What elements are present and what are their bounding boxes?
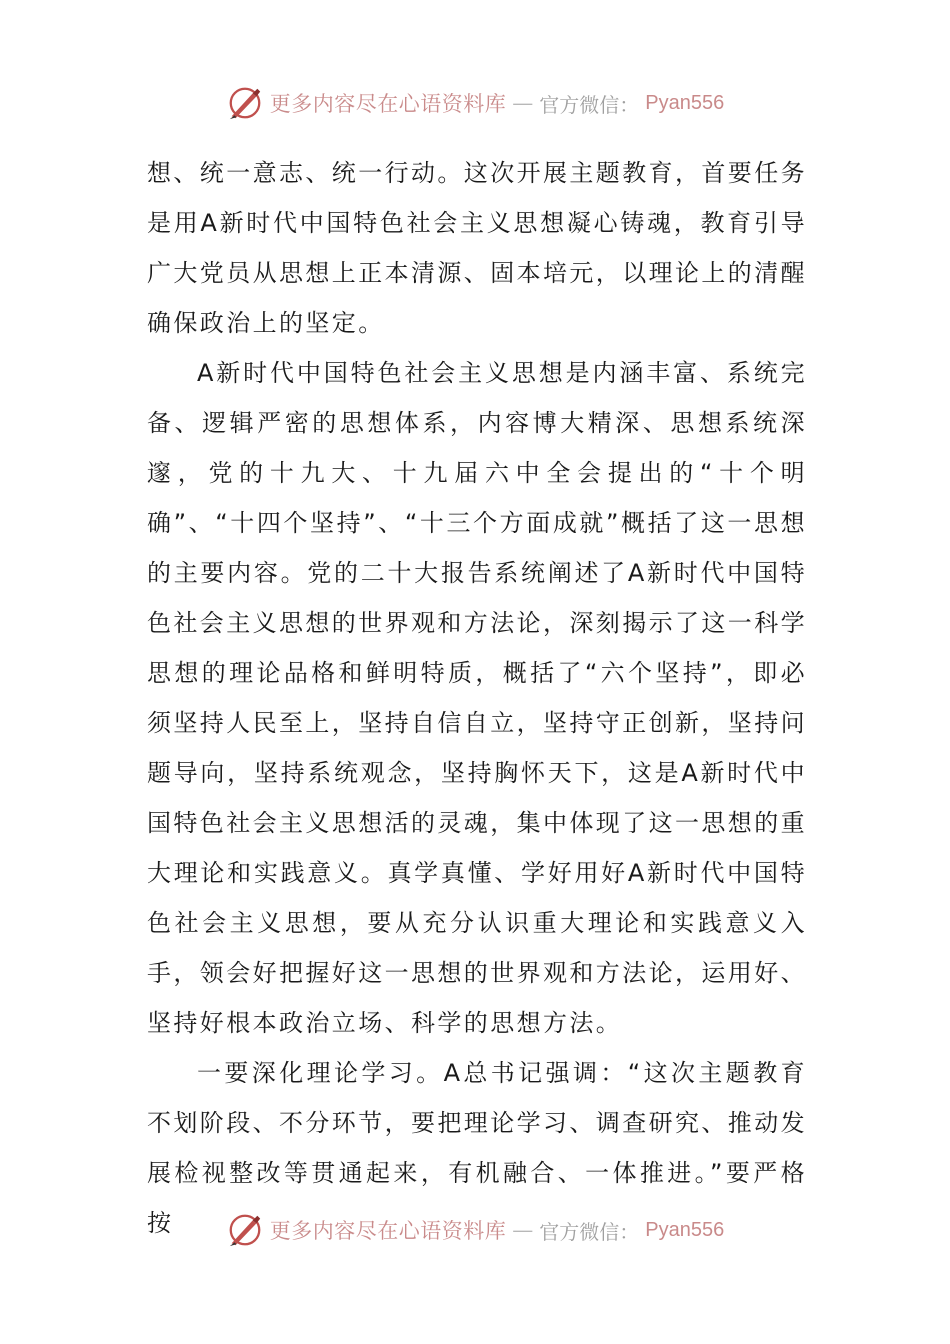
- watermark-brand: 更多内容尽在心语资料库: [269, 1219, 507, 1243]
- watermark-dash: —: [512, 1218, 534, 1242]
- pen-logo-icon: [226, 84, 264, 122]
- paragraph-3: 一要深化理论学习。A总书记强调：“这次主题教育不划阶段、不分环节，要把理论学习、调查研究、推动发展检视整改等贯通起来，有机融合、一体推进。”要严格按: [147, 1059, 807, 1237]
- watermark-account: Pyan556: [645, 1218, 725, 1241]
- watermark-footer: [0, 1210, 950, 1250]
- watermark-channel: 官方微信：: [539, 1219, 640, 1244]
- paragraph-2: A新时代中国特色社会主义思想是内涵丰富、系统完备、逻辑严密的思想体系，内容博大精深、思想系统深邃，党的十九大、十九届六中全会提出的“十个明确”、“十四个坚持”、“十三个方面成就”概括了这一思想的主要内容。党的二十大报告系统阐述了A新时代中国特色社会主义思想的世界观和方法论，深刻揭示了这一科学思想的理论品格和鲜明特质，概括了“六个坚持”，即必须坚持人民至上，坚持自信自立，坚持守正创新，坚持问题导向，坚持系统观念，坚持胸怀天下，这是A新时代中国特色社会主义思想活的灵魂，集中体现了这一思想的重大理论和实践意义。真学真懂、学好用好A新时代中国特色社会主义思想，要从充分认识重大理论和实践意义入手，领会好把握好这一思想的世界观和方法论，运用好、坚持好根本政治立场、科学的思想方法。: [147, 359, 807, 1037]
- document-body: [147, 148, 807, 1248]
- watermark-dash: —: [512, 91, 534, 115]
- pen-logo-icon: [226, 1211, 264, 1249]
- paragraph-1: 想、统一意志、统一行动。这次开展主题教育，首要任务是用A新时代中国特色社会主义思想凝心铸魂，教育引导广大党员从思想上正本清源、固本培元，以理论上的清醒确保政治上的坚定。: [147, 159, 807, 337]
- watermark-brand: 更多内容尽在心语资料库: [269, 92, 507, 116]
- watermark-header: [0, 83, 950, 123]
- watermark-channel: 官方微信：: [539, 92, 640, 117]
- watermark-account: Pyan556: [645, 91, 725, 114]
